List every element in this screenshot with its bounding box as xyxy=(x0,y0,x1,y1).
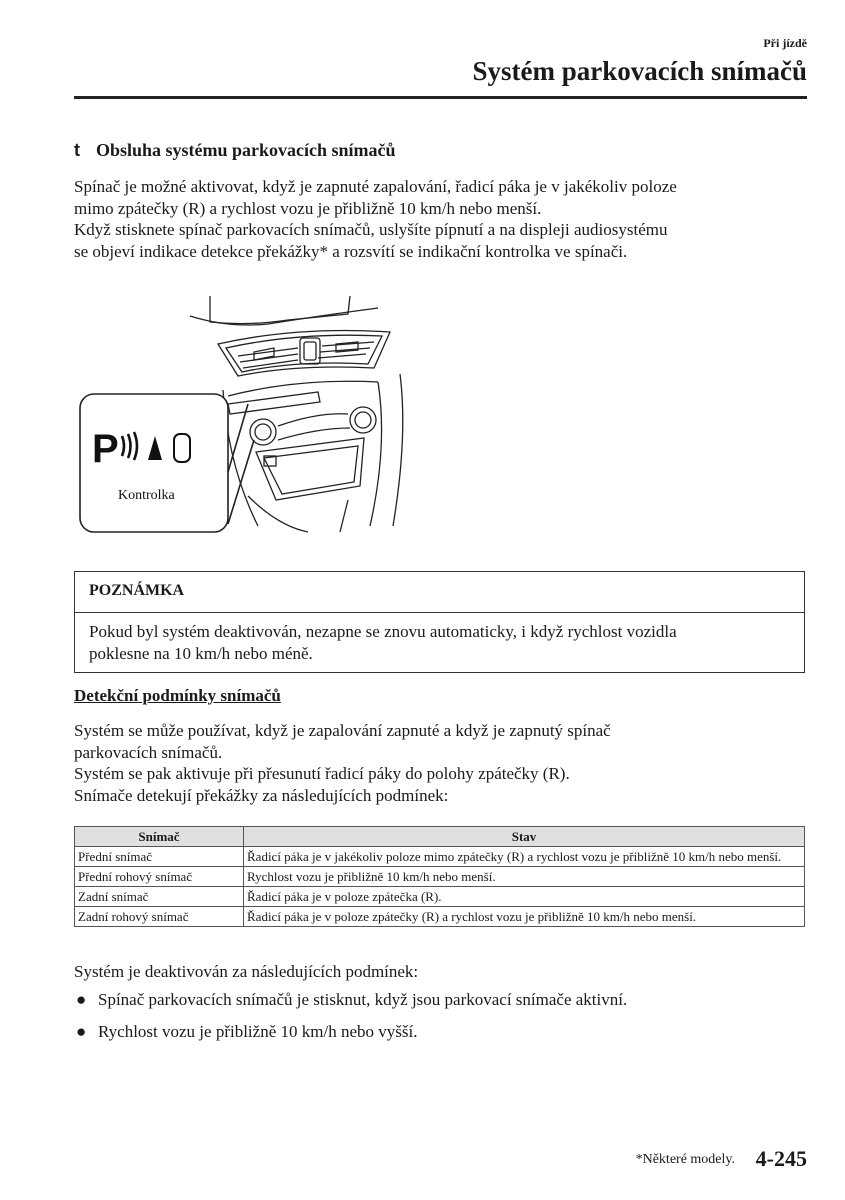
conditions-heading: Detekční podmínky snímačů xyxy=(74,686,281,705)
conditions-line: parkovacích snímačů. xyxy=(74,742,223,762)
list-item-text: Rychlost vozu je přibližně 10 km/h nebo vyšší. xyxy=(98,1022,418,1041)
intro-paragraph xyxy=(74,176,809,262)
section-heading xyxy=(74,140,396,161)
header-rule xyxy=(74,96,807,99)
section-marker-icon: t xyxy=(74,140,80,160)
note-title: POZNÁMKA xyxy=(75,572,804,613)
callout-label: Kontrolka xyxy=(118,488,175,503)
table-row xyxy=(75,887,805,907)
table-row xyxy=(75,867,805,887)
list-item-text: Spínač parkovacích snímačů je stisknut, když jsou parkovací snímače aktivní. xyxy=(98,990,628,1009)
footnote: *Některé modely. xyxy=(635,1152,735,1167)
deactivation-intro: Systém je deaktivován za následujících podmínek: xyxy=(74,962,419,981)
state-cell: Řadicí páka je v poloze zpátečka (R). xyxy=(244,887,805,907)
sensor-cell: Zadní snímač xyxy=(75,887,244,907)
sensor-cell: Zadní rohový snímač xyxy=(75,907,244,927)
intro-line: mimo zpátečky (R) a rychlost vozu je přibližně 10 km/h nebo menší. xyxy=(74,198,542,218)
dashboard-illustration xyxy=(78,286,418,536)
sensor-conditions-table xyxy=(74,826,805,927)
conditions-paragraph xyxy=(74,720,809,806)
intro-line: se objeví indikace detekce překážky* a rozsvítí se indikační kontrolka ve spínači. xyxy=(74,241,628,261)
state-cell: Rychlost vozu je přibližně 10 km/h nebo menší. xyxy=(244,867,805,887)
list-item xyxy=(74,1021,809,1043)
note-line: poklesne na 10 km/h nebo méně. xyxy=(89,643,313,663)
page-title: Systém parkovacích snímačů xyxy=(472,56,807,86)
table-header-row xyxy=(75,827,805,847)
parking-switch-p-icon: P xyxy=(92,427,119,471)
bullet-icon: ● xyxy=(76,1022,87,1041)
deactivation-list xyxy=(74,989,809,1053)
table-row xyxy=(75,907,805,927)
conditions-line: Systém se pak aktivuje při přesunutí řadicí páky do polohy zpátečky (R). xyxy=(74,764,570,783)
sensor-cell: Přední rohový snímač xyxy=(75,867,244,887)
intro-line: Když stisknete spínač parkovacích snímačů, uslyšíte pípnutí a na displeji audiosystému xyxy=(74,220,668,239)
state-cell: Řadicí páka je v poloze zpátečky (R) a rychlost vozu je přibližně 10 km/h nebo menší. xyxy=(244,907,805,927)
sensor-cell: Přední snímač xyxy=(75,847,244,867)
conditions-line: Snímače detekují překážky za následujících podmínek: xyxy=(74,785,449,805)
column-header-sensor: Snímač xyxy=(75,827,244,847)
note-box xyxy=(74,571,805,673)
bullet-icon: ● xyxy=(76,990,87,1009)
column-header-state: Stav xyxy=(244,827,805,847)
note-line: Pokud byl systém deaktivován, nezapne se znovu automaticky, i když rychlost vozidla xyxy=(89,622,677,641)
intro-line: Spínač je možné aktivovat, když je zapnuté zapalování, řadicí páka je v jakékoliv poloze xyxy=(74,177,677,196)
state-cell: Řadicí páka je v jakékoliv poloze mimo zpátečky (R) a rychlost vozu je přibližně 10 km/h nebo menší. xyxy=(244,847,805,867)
dashboard-drawing xyxy=(78,286,418,536)
section-heading-text: Obsluha systému parkovacích snímačů xyxy=(96,140,396,160)
chapter-label: Při jízdě xyxy=(763,36,807,50)
conditions-line: Systém se může používat, když je zapalování zapnuté a když je zapnutý spínač xyxy=(74,721,611,740)
list-item xyxy=(74,989,809,1011)
page-number: 4-245 xyxy=(755,1146,807,1171)
note-body xyxy=(75,613,804,664)
table-row xyxy=(75,847,805,867)
